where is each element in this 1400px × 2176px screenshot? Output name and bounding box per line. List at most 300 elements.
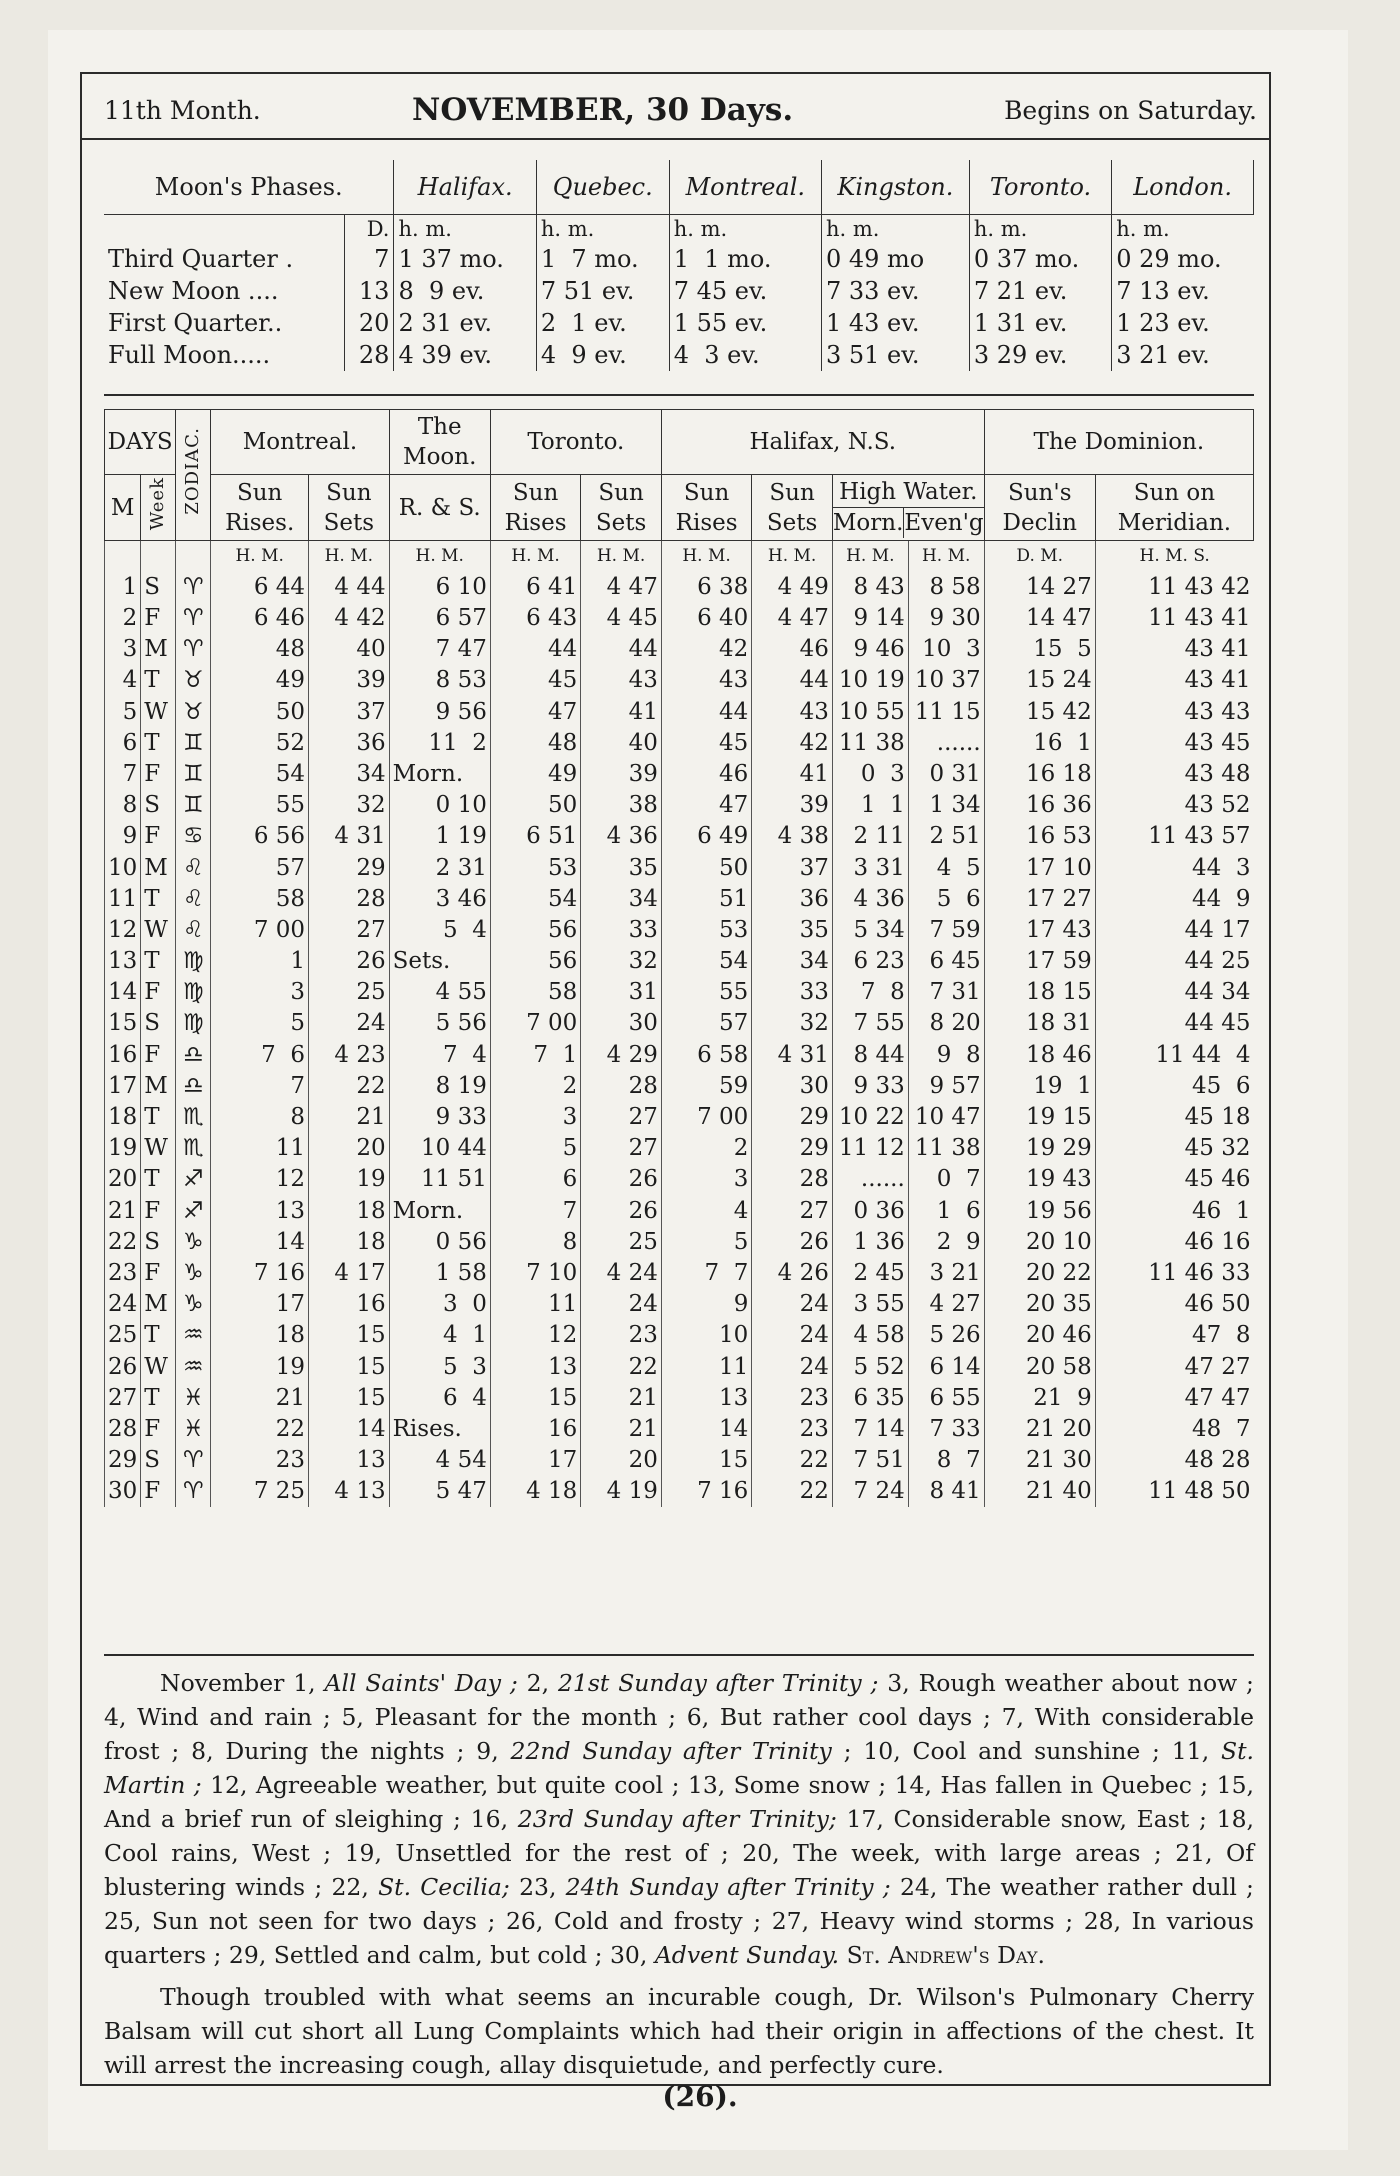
sun-on-meridian: 11 43 57 xyxy=(1095,821,1253,852)
day-of-week: T xyxy=(141,727,176,758)
zodiac-sign: ♎ xyxy=(176,1039,211,1070)
high-water-evening: 2 9 xyxy=(908,1226,984,1257)
zodiac-sign: ♐ xyxy=(176,1164,211,1195)
unit-label: h. m. xyxy=(969,215,1111,244)
sun-declination: 19 1 xyxy=(984,1070,1095,1101)
montreal-sun-rises: 6 44 xyxy=(211,571,309,602)
toronto-sun-rises: 6 xyxy=(490,1164,580,1195)
day-row xyxy=(105,1070,1254,1101)
forecast-text: 12, Agreeable weather, but quite cool ; 13, Some snow ; 14, Has fallen in Quebec ; 15, And a brief run of sleighing ; 16, xyxy=(104,1771,1254,1833)
moon-rises-sets: Morn. xyxy=(389,1195,490,1226)
halifax-sun-sets: 23 xyxy=(752,1413,833,1444)
day-of-week: T xyxy=(141,665,176,696)
toronto-sun-sets: 27 xyxy=(581,1101,662,1132)
phase-time: 4 9 ev. xyxy=(536,339,669,371)
day-of-week: W xyxy=(141,696,176,727)
halifax-sun-rises: 10 xyxy=(661,1320,751,1351)
day-of-week: T xyxy=(141,1164,176,1195)
day-of-month: 5 xyxy=(105,696,141,727)
high-water-morning: 5 52 xyxy=(832,1351,908,1382)
phase-time: 4 39 ev. xyxy=(394,339,536,371)
day-of-month: 28 xyxy=(105,1413,141,1444)
halifax-sun-sets: 26 xyxy=(752,1226,833,1257)
montreal-sun-sets: 15 xyxy=(309,1351,390,1382)
day-of-month: 9 xyxy=(105,821,141,852)
moon-rises-sets: 9 33 xyxy=(389,1101,490,1132)
toronto-sun-sets: 23 xyxy=(581,1320,662,1351)
toronto-sun-sets: 4 47 xyxy=(581,571,662,602)
sun-on-meridian: 44 34 xyxy=(1095,977,1253,1008)
montreal-sun-rises: 6 46 xyxy=(211,602,309,633)
sun-sets-header: Sun Sets xyxy=(752,475,833,541)
day-of-week: M xyxy=(141,1289,176,1320)
halifax-sun-sets: 24 xyxy=(752,1289,833,1320)
high-water-evening: 1 6 xyxy=(908,1195,984,1226)
moon-rises-sets: 5 56 xyxy=(389,1008,490,1039)
moon-rises-sets: 11 2 xyxy=(389,727,490,758)
sun-declination: 16 53 xyxy=(984,821,1095,852)
sun-on-meridian: 44 3 xyxy=(1095,852,1253,883)
montreal-sun-sets: 34 xyxy=(309,758,390,789)
halifax-sun-rises: 7 7 xyxy=(661,1257,751,1288)
toronto-sun-rises: 7 xyxy=(490,1195,580,1226)
toronto-sun-sets: 44 xyxy=(581,634,662,665)
montreal-sun-sets: 26 xyxy=(309,946,390,977)
toronto-sun-rises: 17 xyxy=(490,1445,580,1476)
halifax-sun-sets: 4 31 xyxy=(752,1039,833,1070)
zodiac-sign: ♑ xyxy=(176,1257,211,1288)
forecast-text: St. Andrew's Day. xyxy=(839,1941,1045,1969)
morning-header: Morn. xyxy=(832,510,904,537)
declination-header: Sun's Declin xyxy=(984,475,1095,541)
high-water-evening: 6 55 xyxy=(908,1382,984,1413)
day-of-month: 11 xyxy=(105,883,141,914)
zodiac-sign: ♎ xyxy=(176,1070,211,1101)
toronto-sun-sets: 27 xyxy=(581,1133,662,1164)
forecast-text: 24, The weather rather dull ; 25, Sun not seen for two days ; 26, Cold and frosty ; 27, Heavy wind storms ; 28, In various quarters ; 29, Settled and calm, but cold ; 30, xyxy=(104,1873,1254,1969)
month-number: 11th Month. xyxy=(104,96,261,125)
zodiac-sign: ♈ xyxy=(176,1445,211,1476)
high-water-label: High Water. xyxy=(833,477,984,508)
toronto-sun-sets: 30 xyxy=(581,1008,662,1039)
sun-on-meridian: 45 6 xyxy=(1095,1070,1253,1101)
toronto-sun-rises: 56 xyxy=(490,946,580,977)
montreal-sun-rises: 48 xyxy=(211,634,309,665)
halifax-sun-sets: 39 xyxy=(752,790,833,821)
montreal-sun-rises: 23 xyxy=(211,1445,309,1476)
unit-label: H. M. xyxy=(309,541,390,572)
sun-declination: 16 1 xyxy=(984,727,1095,758)
high-water-morning: 11 12 xyxy=(832,1133,908,1164)
montreal-sun-sets: 13 xyxy=(309,1445,390,1476)
halifax-sun-sets: 28 xyxy=(752,1164,833,1195)
sun-declination: 17 59 xyxy=(984,946,1095,977)
toronto-sun-sets: 21 xyxy=(581,1413,662,1444)
high-water-morning: 7 55 xyxy=(832,1008,908,1039)
zodiac-sign: ♈ xyxy=(176,602,211,633)
zodiac-sign: ♓ xyxy=(176,1413,211,1444)
halifax-sun-sets: 22 xyxy=(752,1445,833,1476)
day-of-month: 24 xyxy=(105,1289,141,1320)
sun-on-meridian: 45 18 xyxy=(1095,1101,1253,1132)
month-title: NOVEMBER, 30 Days. xyxy=(412,92,794,128)
day-of-week: S xyxy=(141,1008,176,1039)
montreal-sun-sets: 4 44 xyxy=(309,571,390,602)
high-water-morning: 7 51 xyxy=(832,1445,908,1476)
day-of-month: 20 xyxy=(105,1164,141,1195)
weather-forecast-paragraph xyxy=(104,1666,1254,1972)
unit-label: H. M. xyxy=(832,541,908,572)
halifax-sun-sets: 29 xyxy=(752,1101,833,1132)
phase-time: 7 13 ev. xyxy=(1112,275,1254,307)
unit-label: H. M. xyxy=(581,541,662,572)
month-day-header: M xyxy=(105,475,141,541)
sun-on-meridian: 11 48 50 xyxy=(1095,1476,1253,1507)
montreal-sun-rises: 21 xyxy=(211,1382,309,1413)
unit-label: h. m. xyxy=(394,215,536,244)
unit-label: H. M. xyxy=(211,541,309,572)
high-water-morning: 4 36 xyxy=(832,883,908,914)
halifax-sun-sets: 32 xyxy=(752,1008,833,1039)
high-water-evening: ...... xyxy=(908,727,984,758)
day-row xyxy=(105,1382,1254,1413)
montreal-sun-sets: 18 xyxy=(309,1226,390,1257)
montreal-sun-rises: 14 xyxy=(211,1226,309,1257)
days-header: DAYS xyxy=(105,410,176,475)
moon-rises-sets: 0 56 xyxy=(389,1226,490,1257)
day-of-week: T xyxy=(141,1320,176,1351)
montreal-header: Montreal. xyxy=(211,410,389,475)
toronto-sun-rises: 53 xyxy=(490,852,580,883)
day-row xyxy=(105,852,1254,883)
phase-time: 7 45 ev. xyxy=(669,275,821,307)
halifax-sun-rises: 14 xyxy=(661,1413,751,1444)
feast-day-label: 23rd Sunday after Trinity; xyxy=(517,1805,837,1833)
montreal-sun-sets: 32 xyxy=(309,790,390,821)
toronto-sun-rises: 54 xyxy=(490,883,580,914)
toronto-sun-sets: 35 xyxy=(581,852,662,883)
sun-declination: 16 36 xyxy=(984,790,1095,821)
week-day-header: Week xyxy=(141,475,176,541)
day-of-week: T xyxy=(141,883,176,914)
toronto-sun-sets: 33 xyxy=(581,914,662,945)
montreal-sun-sets: 4 42 xyxy=(309,602,390,633)
high-water-evening: 7 33 xyxy=(908,1413,984,1444)
day-row xyxy=(105,758,1254,789)
unit-label: h. m. xyxy=(821,215,969,244)
moon-rises-sets: 3 46 xyxy=(389,883,490,914)
phase-time: 7 21 ev. xyxy=(969,275,1111,307)
day-of-month: 21 xyxy=(105,1195,141,1226)
phase-time: 1 37 mo. xyxy=(394,243,536,275)
phase-time: 1 31 ev. xyxy=(969,307,1111,339)
montreal-sun-rises: 1 xyxy=(211,946,309,977)
high-water-morning: 3 31 xyxy=(832,852,908,883)
zodiac-sign: ♉ xyxy=(176,696,211,727)
toronto-sun-rises: 5 xyxy=(490,1133,580,1164)
montreal-sun-rises: 7 xyxy=(211,1070,309,1101)
high-water-evening: 7 59 xyxy=(908,914,984,945)
halifax-sun-sets: 30 xyxy=(752,1070,833,1101)
unit-label: h. m. xyxy=(669,215,821,244)
toronto-sun-sets: 4 45 xyxy=(581,602,662,633)
day-row xyxy=(105,1195,1254,1226)
forecast-text: 23, xyxy=(509,1873,566,1901)
weather-notes xyxy=(104,1666,1254,2082)
toronto-sun-sets: 38 xyxy=(581,790,662,821)
montreal-sun-rises: 5 xyxy=(211,1008,309,1039)
zodiac-sign: ♑ xyxy=(176,1289,211,1320)
sun-declination: 21 9 xyxy=(984,1382,1095,1413)
halifax-sun-rises: 13 xyxy=(661,1382,751,1413)
zodiac-sign: ♍ xyxy=(176,1008,211,1039)
halifax-sun-sets: 4 47 xyxy=(752,602,833,633)
high-water-morning: 9 14 xyxy=(832,602,908,633)
sun-declination: 19 15 xyxy=(984,1101,1095,1132)
toronto-sun-rises: 45 xyxy=(490,665,580,696)
toronto-sun-sets: 26 xyxy=(581,1164,662,1195)
high-water-morning: 10 55 xyxy=(832,696,908,727)
phase-time: 0 37 mo. xyxy=(969,243,1111,275)
montreal-sun-rises: 3 xyxy=(211,977,309,1008)
phase-time: 7 33 ev. xyxy=(821,275,969,307)
day-of-week: F xyxy=(141,1257,176,1288)
phase-day: 13 xyxy=(345,275,394,307)
montreal-sun-rises: 7 6 xyxy=(211,1039,309,1070)
high-water-morning: 7 8 xyxy=(832,977,908,1008)
sun-declination: 21 40 xyxy=(984,1476,1095,1507)
toronto-sun-rises: 56 xyxy=(490,914,580,945)
high-water-evening: 9 30 xyxy=(908,602,984,633)
high-water-morning: 0 36 xyxy=(832,1195,908,1226)
zodiac-sign: ♊ xyxy=(176,758,211,789)
halifax-sun-sets: 27 xyxy=(752,1195,833,1226)
halifax-sun-rises: 43 xyxy=(661,665,751,696)
halifax-sun-rises: 15 xyxy=(661,1445,751,1476)
phase-time: 2 31 ev. xyxy=(394,307,536,339)
toronto-header: Toronto. xyxy=(490,410,661,475)
high-water-morning: 6 23 xyxy=(832,946,908,977)
montreal-sun-rises: 12 xyxy=(211,1164,309,1195)
day-of-week: F xyxy=(141,1195,176,1226)
day-of-week: W xyxy=(141,1351,176,1382)
sun-declination: 18 31 xyxy=(984,1008,1095,1039)
toronto-sun-rises: 7 1 xyxy=(490,1039,580,1070)
day-of-month: 3 xyxy=(105,634,141,665)
halifax-sun-rises: 6 49 xyxy=(661,821,751,852)
forecast-text: 2, xyxy=(517,1669,558,1697)
toronto-sun-rises: 58 xyxy=(490,977,580,1008)
month-start-day: Begins on Saturday. xyxy=(1004,96,1257,125)
high-water-morning: 2 45 xyxy=(832,1257,908,1288)
montreal-sun-sets: 19 xyxy=(309,1164,390,1195)
day-row xyxy=(105,1008,1254,1039)
toronto-sun-rises: 48 xyxy=(490,727,580,758)
day-of-week: T xyxy=(141,1101,176,1132)
day-of-month: 16 xyxy=(105,1039,141,1070)
moon-phase-row xyxy=(104,243,1254,275)
moon-phase-row xyxy=(104,275,1254,307)
halifax-sun-sets: 42 xyxy=(752,727,833,758)
day-row xyxy=(105,1226,1254,1257)
toronto-sun-rises: 4 18 xyxy=(490,1476,580,1507)
toronto-sun-rises: 15 xyxy=(490,1382,580,1413)
toronto-sun-sets: 26 xyxy=(581,1195,662,1226)
sun-on-meridian: 11 43 41 xyxy=(1095,602,1253,633)
day-of-month: 19 xyxy=(105,1133,141,1164)
day-of-week: M xyxy=(141,634,176,665)
day-of-week: S xyxy=(141,1445,176,1476)
moon-rises-sets: 0 10 xyxy=(389,790,490,821)
phase-time: 0 49 mo xyxy=(821,243,969,275)
high-water-evening: 4 5 xyxy=(908,852,984,883)
montreal-sun-sets: 39 xyxy=(309,665,390,696)
halifax-sun-rises: 59 xyxy=(661,1070,751,1101)
toronto-sun-sets: 20 xyxy=(581,1445,662,1476)
high-water-evening: 6 45 xyxy=(908,946,984,977)
moon-rises-sets: 6 10 xyxy=(389,571,490,602)
halifax-sun-rises: 4 xyxy=(661,1195,751,1226)
day-row xyxy=(105,1133,1254,1164)
moon-phase-row xyxy=(104,339,1254,371)
zodiac-sign: ♏ xyxy=(176,1133,211,1164)
halifax-sun-sets: 46 xyxy=(752,634,833,665)
sun-on-meridian: 43 45 xyxy=(1095,727,1253,758)
sun-declination: 18 15 xyxy=(984,977,1095,1008)
dominion-header: The Dominion. xyxy=(984,410,1253,475)
moon-rises-sets: 11 51 xyxy=(389,1164,490,1195)
day-of-month: 18 xyxy=(105,1101,141,1132)
moon-rises-sets: 10 44 xyxy=(389,1133,490,1164)
toronto-sun-rises: 6 41 xyxy=(490,571,580,602)
sun-declination: 20 46 xyxy=(984,1320,1095,1351)
montreal-sun-rises: 7 16 xyxy=(211,1257,309,1288)
high-water-morning: ...... xyxy=(832,1164,908,1195)
unit-label: h. m. xyxy=(1112,215,1254,244)
day-of-week: M xyxy=(141,852,176,883)
calendar-frame xyxy=(80,72,1271,2086)
zodiac-sign: ♌ xyxy=(176,914,211,945)
moon-rises-sets: 4 54 xyxy=(389,1445,490,1476)
day-of-month: 4 xyxy=(105,665,141,696)
day-row xyxy=(105,602,1254,633)
phase-time: 1 1 mo. xyxy=(669,243,821,275)
day-row xyxy=(105,977,1254,1008)
moon-rises-sets: 1 19 xyxy=(389,821,490,852)
sun-declination: 14 47 xyxy=(984,602,1095,633)
unit-label: h. m. xyxy=(536,215,669,244)
high-water-evening: 9 8 xyxy=(908,1039,984,1070)
month-header xyxy=(82,74,1269,140)
high-water-morning: 10 19 xyxy=(832,665,908,696)
feast-day-label: St. Martin ; xyxy=(104,1737,1254,1799)
forecast-text: 17, Considerable snow, East ; 18, Cool rains, West ; 19, Unsettled for the rest of ; 20, The week, with large areas ; 21, Of blustering winds ; 22, xyxy=(104,1805,1254,1901)
city-header: London. xyxy=(1112,160,1254,215)
moon-rises-sets: 6 4 xyxy=(389,1382,490,1413)
city-header: Montreal. xyxy=(669,160,821,215)
moon-phase-row xyxy=(104,307,1254,339)
day-row xyxy=(105,665,1254,696)
moon-rises-sets: 3 0 xyxy=(389,1289,490,1320)
day-row xyxy=(105,821,1254,852)
sun-on-meridian: 11 43 42 xyxy=(1095,571,1253,602)
montreal-sun-sets: 28 xyxy=(309,883,390,914)
feast-day-label: St. Cecilia; xyxy=(378,1873,510,1901)
sun-declination: 20 22 xyxy=(984,1257,1095,1288)
halifax-header: Halifax, N.S. xyxy=(661,410,984,475)
unit-label: H. M. S. xyxy=(1095,541,1253,572)
sun-declination: 17 43 xyxy=(984,914,1095,945)
toronto-sun-rises: 47 xyxy=(490,696,580,727)
sun-on-meridian: 44 45 xyxy=(1095,1008,1253,1039)
phase-time: 3 51 ev. xyxy=(821,339,969,371)
phase-name: Full Moon..... xyxy=(108,341,271,369)
day-of-month: 27 xyxy=(105,1382,141,1413)
high-water-morning: 0 3 xyxy=(832,758,908,789)
day-row xyxy=(105,790,1254,821)
moon-rises-sets: 4 55 xyxy=(389,977,490,1008)
city-header: Kingston. xyxy=(821,160,969,215)
toronto-sun-sets: 43 xyxy=(581,665,662,696)
halifax-sun-rises: 45 xyxy=(661,727,751,758)
moon-phases-table xyxy=(104,160,1254,371)
sun-declination: 15 5 xyxy=(984,634,1095,665)
toronto-sun-rises: 11 xyxy=(490,1289,580,1320)
sun-declination: 17 10 xyxy=(984,852,1095,883)
montreal-sun-sets: 15 xyxy=(309,1320,390,1351)
toronto-sun-sets: 40 xyxy=(581,727,662,758)
sun-declination: 19 56 xyxy=(984,1195,1095,1226)
phase-day: 7 xyxy=(345,243,394,275)
high-water-evening: 4 27 xyxy=(908,1289,984,1320)
day-row xyxy=(105,1257,1254,1288)
moon-rises-sets: 1 58 xyxy=(389,1257,490,1288)
high-water-evening: 8 58 xyxy=(908,571,984,602)
sun-on-meridian: 11 44 4 xyxy=(1095,1039,1253,1070)
evening-header: Even'g xyxy=(904,510,984,537)
halifax-sun-rises: 6 58 xyxy=(661,1039,751,1070)
high-water-morning: 3 55 xyxy=(832,1289,908,1320)
sun-on-meridian: 44 9 xyxy=(1095,883,1253,914)
day-of-month: 15 xyxy=(105,1008,141,1039)
montreal-sun-sets: 4 23 xyxy=(309,1039,390,1070)
montreal-sun-sets: 22 xyxy=(309,1070,390,1101)
moon-rises-sets: 7 4 xyxy=(389,1039,490,1070)
halifax-sun-rises: 53 xyxy=(661,914,751,945)
halifax-sun-sets: 24 xyxy=(752,1320,833,1351)
sun-on-meridian: 47 8 xyxy=(1095,1320,1253,1351)
montreal-sun-rises: 7 25 xyxy=(211,1476,309,1507)
high-water-evening: 0 7 xyxy=(908,1164,984,1195)
high-water-morning: 1 36 xyxy=(832,1226,908,1257)
day-of-month: 12 xyxy=(105,914,141,945)
moon-rises-sets: 9 56 xyxy=(389,696,490,727)
zodiac-sign: ♈ xyxy=(176,571,211,602)
halifax-sun-sets: 41 xyxy=(752,758,833,789)
section-divider xyxy=(104,1654,1254,1656)
halifax-sun-rises: 6 38 xyxy=(661,571,751,602)
unit-label: H. M. xyxy=(908,541,984,572)
high-water-evening: 1 34 xyxy=(908,790,984,821)
montreal-sun-rises: 18 xyxy=(211,1320,309,1351)
moon-rises-sets: 5 47 xyxy=(389,1476,490,1507)
toronto-sun-sets: 39 xyxy=(581,758,662,789)
day-row xyxy=(105,1039,1254,1070)
toronto-sun-rises: 7 00 xyxy=(490,1008,580,1039)
toronto-sun-rises: 16 xyxy=(490,1413,580,1444)
zodiac-sign: ♌ xyxy=(176,883,211,914)
day-of-week: F xyxy=(141,602,176,633)
